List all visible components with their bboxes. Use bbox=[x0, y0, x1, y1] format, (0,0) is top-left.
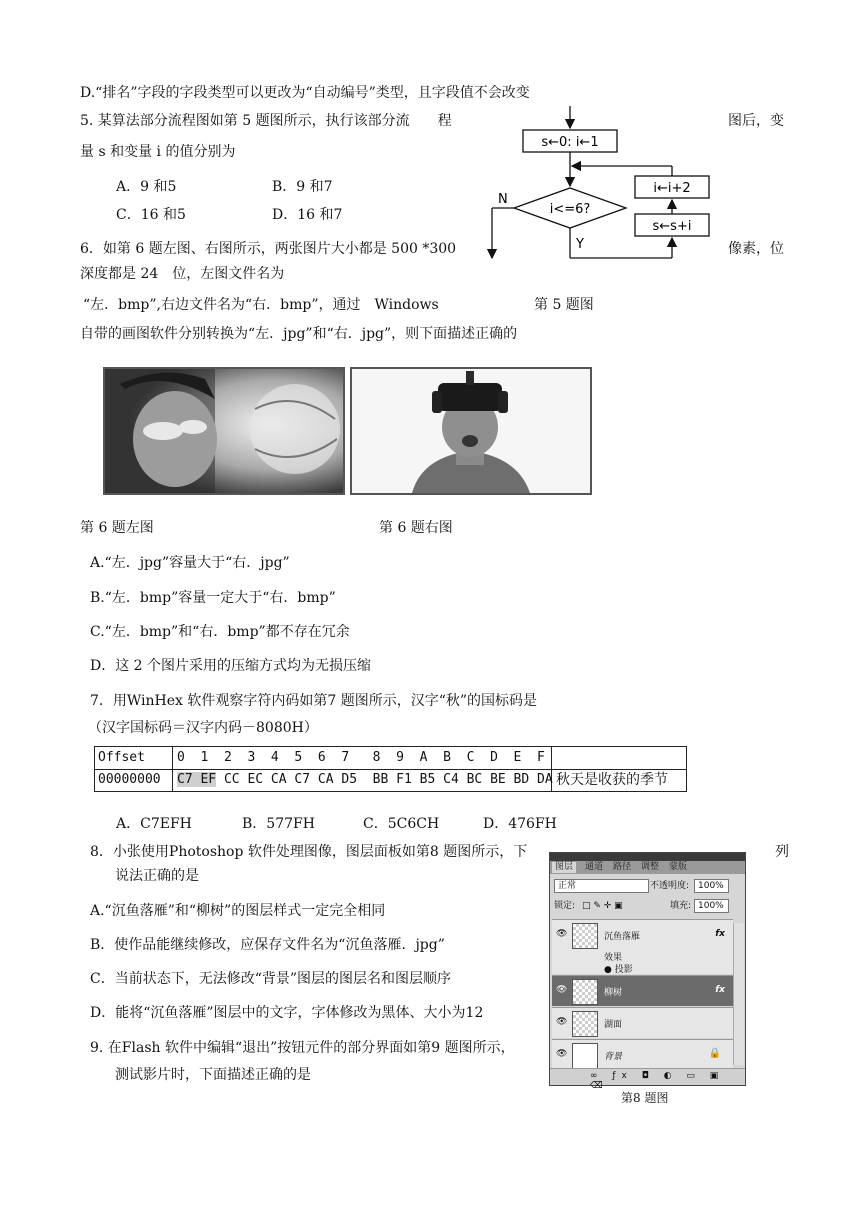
lock-label: 锁定: bbox=[554, 901, 576, 911]
hex-text: 秋天是收获的季节 bbox=[556, 772, 668, 788]
layer-name: 背景 bbox=[604, 1052, 623, 1062]
q8-option-a: A.“沉鱼落雁”和“柳树”的图层样式一定完全相同 bbox=[90, 903, 386, 919]
effect-label: 效果 bbox=[604, 953, 623, 963]
q6-line3: “左．bmp”,右边文件名为“右．bmp”，通过 Windows bbox=[83, 297, 439, 313]
layer-name: 湖面 bbox=[604, 1020, 623, 1030]
q6-line2: 深度都是 24 位，左图文件名为 bbox=[80, 266, 285, 282]
blend-bar bbox=[552, 879, 743, 893]
fx-icon[interactable]: fx bbox=[715, 929, 725, 939]
q8-option-d: D．能将“沉鱼落雁”图层中的文字，字体修改为黑体、大小为12 bbox=[90, 1005, 484, 1021]
q5-line1: 5. 某算法部分流程图如第 5 题图所示，执行该部分流 程 bbox=[80, 113, 452, 129]
layer-humian[interactable] bbox=[552, 1007, 733, 1038]
tab-paths[interactable]: 路径 bbox=[613, 862, 632, 872]
q8-option-c: C．当前状态下，无法修改“背景”图层的图层名和图层顺序 bbox=[90, 971, 452, 987]
q7-option-c: C．5C6CH bbox=[363, 816, 440, 832]
hex-address: 00000000 bbox=[95, 769, 173, 791]
flow-cond-text: i<=6? bbox=[549, 202, 591, 217]
blend-mode-select[interactable]: 正常 bbox=[554, 879, 649, 893]
shadow-effect[interactable] bbox=[604, 962, 633, 975]
tab-layers[interactable]: 图层 bbox=[552, 862, 576, 873]
layer-name: 沉鱼落雁 bbox=[604, 932, 641, 942]
q6-option-b: B.“左．bmp”容量一定大于“右．bmp” bbox=[90, 590, 336, 606]
q5-caption: 第 5 题图 bbox=[534, 297, 594, 313]
lock-icons[interactable]: □ ✎ ✛ ▣ bbox=[582, 901, 623, 911]
q6-right-image bbox=[350, 367, 592, 495]
q8-layers-panel bbox=[549, 852, 746, 1091]
layer-background[interactable] bbox=[552, 1039, 733, 1070]
panel-toolbar-icons[interactable]: ∞ ƒx ◘ ◐ ▭ ▣ ⌫ bbox=[590, 1071, 725, 1091]
flow-inc-text: i←i+2 bbox=[653, 181, 691, 196]
q7-line1: 7．用WinHex 软件观察字符内码如第7 题图所示，汉字“秋”的国标码是 bbox=[90, 693, 538, 709]
tab-adjust[interactable]: 调整 bbox=[641, 862, 660, 872]
eye-icon[interactable]: 👁 bbox=[556, 929, 568, 939]
q5-option-d: D．16 和7 bbox=[272, 207, 343, 223]
q7-line2: （汉字国标码＝汉字内码－8080H） bbox=[88, 720, 318, 736]
flow-sum-text: s←s+i bbox=[652, 219, 692, 234]
q6-line1-right: 像素，位 bbox=[728, 241, 784, 257]
q5-option-c: C．16 和5 bbox=[116, 207, 186, 223]
fill-label: 填充: bbox=[670, 901, 692, 911]
flow-init-text: s←0: i←1 bbox=[541, 135, 599, 150]
layer-liushu[interactable] bbox=[552, 975, 733, 1006]
eye-icon[interactable]: 👁 bbox=[556, 1017, 568, 1027]
panel-tabs bbox=[550, 861, 745, 874]
layer-thumbnail bbox=[572, 923, 598, 949]
hex-rest-bytes: CC EC CA C7 CA D5 BB F1 B5 C4 BC BE BD DA bbox=[216, 772, 553, 787]
q7-option-a: A．C7EFH bbox=[116, 816, 192, 832]
panel-titlebar bbox=[550, 853, 745, 861]
layer-thumbnail bbox=[572, 979, 598, 1005]
eye-icon[interactable]: 👁 bbox=[556, 985, 568, 995]
q6-left-image bbox=[103, 367, 345, 495]
q8-caption: 第8 题图 bbox=[621, 1091, 669, 1105]
flow-yes-label: Y bbox=[576, 237, 584, 252]
q7-option-b: B．577FH bbox=[242, 816, 315, 832]
q6-caption-right: 第 6 题右图 bbox=[379, 520, 453, 536]
hex-highlight-bytes: C7 EF bbox=[177, 772, 217, 787]
hex-column-headers: 0 1 2 3 4 5 6 7 8 9 A B C D E F bbox=[173, 747, 552, 769]
layer-name: 柳树 bbox=[604, 988, 623, 998]
q6-caption-left: 第 6 题左图 bbox=[80, 520, 154, 536]
q8-option-b: B．使作品能继续修改，应保存文件名为“沉鱼落雁．jpg” bbox=[90, 937, 445, 953]
flow-no-label: N bbox=[498, 192, 508, 207]
q5-line2: 量 s 和变量 i 的值分别为 bbox=[80, 144, 236, 160]
layer-thumbnail bbox=[572, 1011, 598, 1037]
q9-line2: 测试影片时，下面描述正确的是 bbox=[115, 1067, 311, 1083]
fill-field[interactable]: 100% bbox=[694, 899, 729, 913]
q5-option-a: A．9 和5 bbox=[116, 179, 177, 195]
hex-data-row bbox=[95, 769, 686, 791]
q6-option-a: A.“左．jpg”容量大于“右．jpg” bbox=[90, 555, 290, 571]
eye-icon: ● bbox=[604, 965, 615, 975]
q9-line1: 9. 在Flash 软件中编辑“退出”按钮元件的部分界面如第9 题图所示， bbox=[90, 1040, 515, 1056]
q7-option-d: D．476FH bbox=[483, 816, 557, 832]
q6-option-d: D．这 2 个图片采用的压缩方式均为无损压缩 bbox=[90, 658, 372, 674]
tab-masks[interactable]: 蒙版 bbox=[669, 862, 688, 872]
layer-thumbnail bbox=[572, 1043, 598, 1069]
q5-flowchart bbox=[480, 106, 710, 266]
q8-line1-right: 列 bbox=[775, 844, 789, 860]
layer-chenyu[interactable] bbox=[552, 919, 733, 974]
q6-option-c: C.“左．bmp”和“右．bmp”都不存在冗余 bbox=[90, 624, 350, 640]
panel-bottom-toolbar bbox=[550, 1068, 745, 1091]
tab-channels[interactable]: 通道 bbox=[585, 862, 604, 872]
eye-icon[interactable]: 👁 bbox=[556, 1049, 568, 1059]
hex-offset-header: Offset bbox=[95, 747, 173, 769]
q8-line2: 说法正确的是 bbox=[115, 868, 199, 884]
panel-scrollbar[interactable] bbox=[733, 923, 744, 1065]
q7-winhex-table bbox=[94, 746, 687, 792]
q6-line1: 6．如第 6 题左图、右图所示，两张图片大小都是 500 *300 bbox=[80, 241, 457, 257]
q5-option-b: B．9 和7 bbox=[272, 179, 333, 195]
opacity-field[interactable]: 100% bbox=[694, 879, 729, 893]
hex-text-header bbox=[552, 747, 686, 769]
hex-header-row bbox=[95, 747, 686, 770]
opacity-label: 不透明度: bbox=[650, 881, 690, 891]
lock-bar bbox=[552, 899, 743, 913]
fx-icon[interactable]: fx bbox=[715, 985, 725, 995]
q8-line1: 8．小张使用Photoshop 软件处理图像，图层面板如第8 题图所示，下 bbox=[90, 844, 528, 860]
shadow-label: 投影 bbox=[614, 965, 633, 975]
lock-icon: 🔒 bbox=[708, 1048, 721, 1059]
hex-bytes bbox=[173, 769, 552, 791]
q5-line1-right: 图后，变 bbox=[728, 113, 784, 129]
q4-option-d: D.“排名”字段的字段类型可以更改为“自动编号”类型，且字段值不会改变 bbox=[80, 85, 530, 101]
q6-line4: 自带的画图软件分别转换为“左．jpg”和“右．jpg”，则下面描述正确的 bbox=[80, 326, 518, 342]
